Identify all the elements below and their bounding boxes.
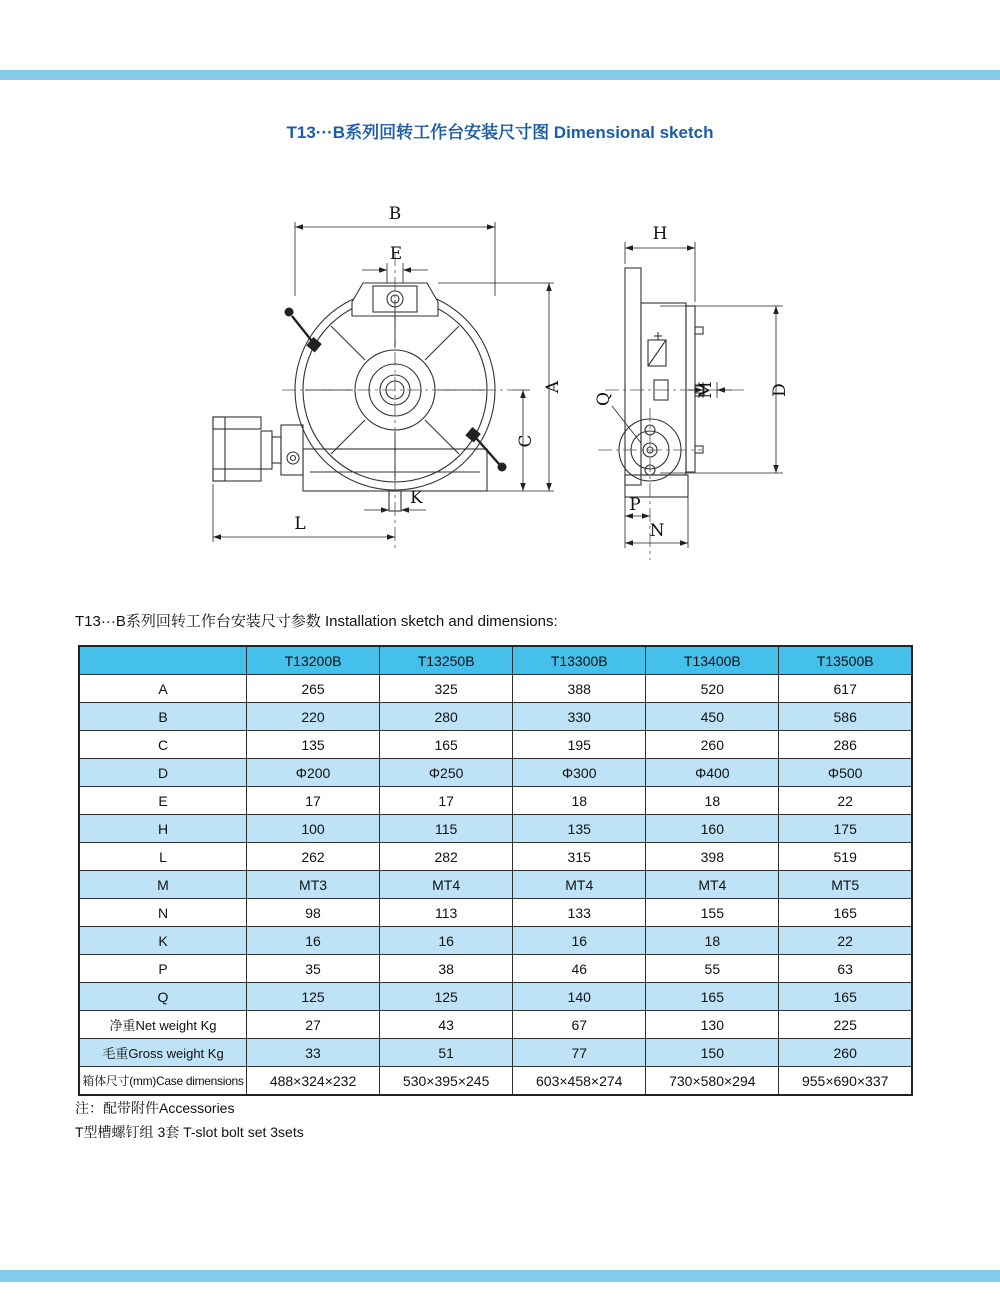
table-cell: 22	[779, 787, 912, 815]
table-cell: Φ250	[380, 759, 513, 787]
row-label: H	[79, 815, 247, 843]
table-cell: 16	[380, 927, 513, 955]
note-accessories: 注：配带附件Accessories	[75, 1100, 235, 1116]
table-cell: 955×690×337	[779, 1067, 912, 1096]
table-cell: 165	[779, 899, 912, 927]
bottom-accent-bar	[0, 1270, 1000, 1282]
table-cell: 115	[380, 815, 513, 843]
table-cell: MT5	[779, 871, 912, 899]
table-cell: 195	[513, 731, 646, 759]
table-row	[79, 899, 912, 927]
table-cell: 140	[513, 983, 646, 1011]
row-label: 箱体尺寸(mm)Case dimensions	[79, 1067, 247, 1096]
note-tslot-bolt-set: T型槽螺钉组 3套 T-slot bolt set 3sets	[75, 1124, 304, 1140]
table-row	[79, 955, 912, 983]
col-header	[79, 646, 247, 675]
row-label: 净重Net weight Kg	[79, 1011, 247, 1039]
table-cell: Φ400	[646, 759, 779, 787]
table-cell: 18	[646, 927, 779, 955]
table-row	[79, 759, 912, 787]
table-cell: 51	[380, 1039, 513, 1067]
table-cell: 160	[646, 815, 779, 843]
table-cell: 35	[247, 955, 380, 983]
table-cell: 63	[779, 955, 912, 983]
table-cell: 450	[646, 703, 779, 731]
col-header: T13250B	[380, 646, 513, 675]
table-cell: MT4	[513, 871, 646, 899]
row-label: A	[79, 675, 247, 703]
dim-label-A: A	[543, 380, 563, 394]
dim-label-N: N	[649, 521, 665, 541]
dimensions-table	[78, 645, 913, 1096]
table-row	[79, 1011, 912, 1039]
table-cell: 33	[247, 1039, 380, 1067]
table-cell: 530×395×245	[380, 1067, 513, 1096]
table-cell: 315	[513, 843, 646, 871]
table-cell: 265	[247, 675, 380, 703]
dim-label-E: E	[389, 244, 403, 264]
technical-drawing	[190, 195, 810, 575]
table-cell: 260	[779, 1039, 912, 1067]
table-row	[79, 843, 912, 871]
table-cell: 388	[513, 675, 646, 703]
table-cell: 519	[779, 843, 912, 871]
table-cell: 488×324×232	[247, 1067, 380, 1096]
table-cell: MT4	[380, 871, 513, 899]
table-cell: 135	[513, 815, 646, 843]
table-cell: 16	[247, 927, 380, 955]
table-cell: 165	[646, 983, 779, 1011]
table-cell: 617	[779, 675, 912, 703]
dim-label-K: K	[410, 488, 423, 508]
dim-label-B: B	[388, 204, 402, 224]
table-cell: MT4	[646, 871, 779, 899]
table-cell: 113	[380, 899, 513, 927]
table-cell: 603×458×274	[513, 1067, 646, 1096]
table-cell: 150	[646, 1039, 779, 1067]
table-cell: 398	[646, 843, 779, 871]
row-label: N	[79, 899, 247, 927]
table-cell: 46	[513, 955, 646, 983]
dim-label-P: P	[629, 495, 641, 515]
top-accent-bar	[0, 70, 1000, 80]
table-row	[79, 1067, 912, 1096]
dimensional-sketch	[190, 195, 810, 575]
table-row	[79, 787, 912, 815]
table-cell: 130	[646, 1011, 779, 1039]
table-cell: 280	[380, 703, 513, 731]
table-cell: 125	[247, 983, 380, 1011]
table-cell: 125	[380, 983, 513, 1011]
row-label: P	[79, 955, 247, 983]
page-title: T13···B系列回转工作台安装尺寸图 Dimensional sketch	[286, 123, 714, 142]
row-label: L	[79, 843, 247, 871]
table-row	[79, 927, 912, 955]
table-cell: 22	[779, 927, 912, 955]
row-label: B	[79, 703, 247, 731]
table-cell: 520	[646, 675, 779, 703]
table-row	[79, 675, 912, 703]
table-cell: 155	[646, 899, 779, 927]
section-heading: T13···B系列回转工作台安装尺寸参数 Installation sketch and dimensions:	[75, 613, 558, 630]
notes	[75, 1096, 304, 1144]
table-cell: 730×580×294	[646, 1067, 779, 1096]
dim-label-M: M	[696, 381, 716, 399]
table-cell: 165	[779, 983, 912, 1011]
table-cell: 16	[513, 927, 646, 955]
table-cell: 18	[646, 787, 779, 815]
dim-label-C: C	[516, 434, 536, 448]
table-row	[79, 731, 912, 759]
front-view	[213, 204, 563, 548]
table-cell: 55	[646, 955, 779, 983]
table-cell: 165	[380, 731, 513, 759]
table-cell: 18	[513, 787, 646, 815]
table-cell: 286	[779, 731, 912, 759]
table-cell: 282	[380, 843, 513, 871]
dim-label-Q: Q	[594, 392, 614, 406]
table-body	[79, 675, 912, 1096]
row-label: E	[79, 787, 247, 815]
table-cell: 330	[513, 703, 646, 731]
table-cell: Φ500	[779, 759, 912, 787]
table-cell: 220	[247, 703, 380, 731]
col-header: T13300B	[513, 646, 646, 675]
row-label: Q	[79, 983, 247, 1011]
table-row	[79, 703, 912, 731]
row-label: K	[79, 927, 247, 955]
table-cell: 262	[247, 843, 380, 871]
table-cell: 175	[779, 815, 912, 843]
row-label: D	[79, 759, 247, 787]
table-cell: 586	[779, 703, 912, 731]
table-cell: 17	[247, 787, 380, 815]
table-cell: 260	[646, 731, 779, 759]
col-header: T13500B	[779, 646, 912, 675]
table-cell: 135	[247, 731, 380, 759]
row-label: M	[79, 871, 247, 899]
dim-label-H: H	[652, 224, 668, 244]
table-cell: 100	[247, 815, 380, 843]
table-row	[79, 1039, 912, 1067]
table-cell: MT3	[247, 871, 380, 899]
col-header: T13200B	[247, 646, 380, 675]
table-cell: Φ200	[247, 759, 380, 787]
dim-label-D: D	[770, 383, 790, 397]
table-row	[79, 871, 912, 899]
col-header: T13400B	[646, 646, 779, 675]
table-cell: 27	[247, 1011, 380, 1039]
table-cell: 17	[380, 787, 513, 815]
dim-label-L: L	[294, 514, 306, 534]
table-cell: 38	[380, 955, 513, 983]
table-head-row	[79, 646, 912, 675]
table-cell: 43	[380, 1011, 513, 1039]
table-row	[79, 983, 912, 1011]
table-cell: 98	[247, 899, 380, 927]
table-cell: Φ300	[513, 759, 646, 787]
table-cell: 325	[380, 675, 513, 703]
row-label: C	[79, 731, 247, 759]
table-cell: 225	[779, 1011, 912, 1039]
table-row	[79, 815, 912, 843]
table-cell: 133	[513, 899, 646, 927]
table-cell: 77	[513, 1039, 646, 1067]
table-cell: 67	[513, 1011, 646, 1039]
row-label: 毛重Gross weight Kg	[79, 1039, 247, 1067]
side-view	[594, 224, 790, 560]
